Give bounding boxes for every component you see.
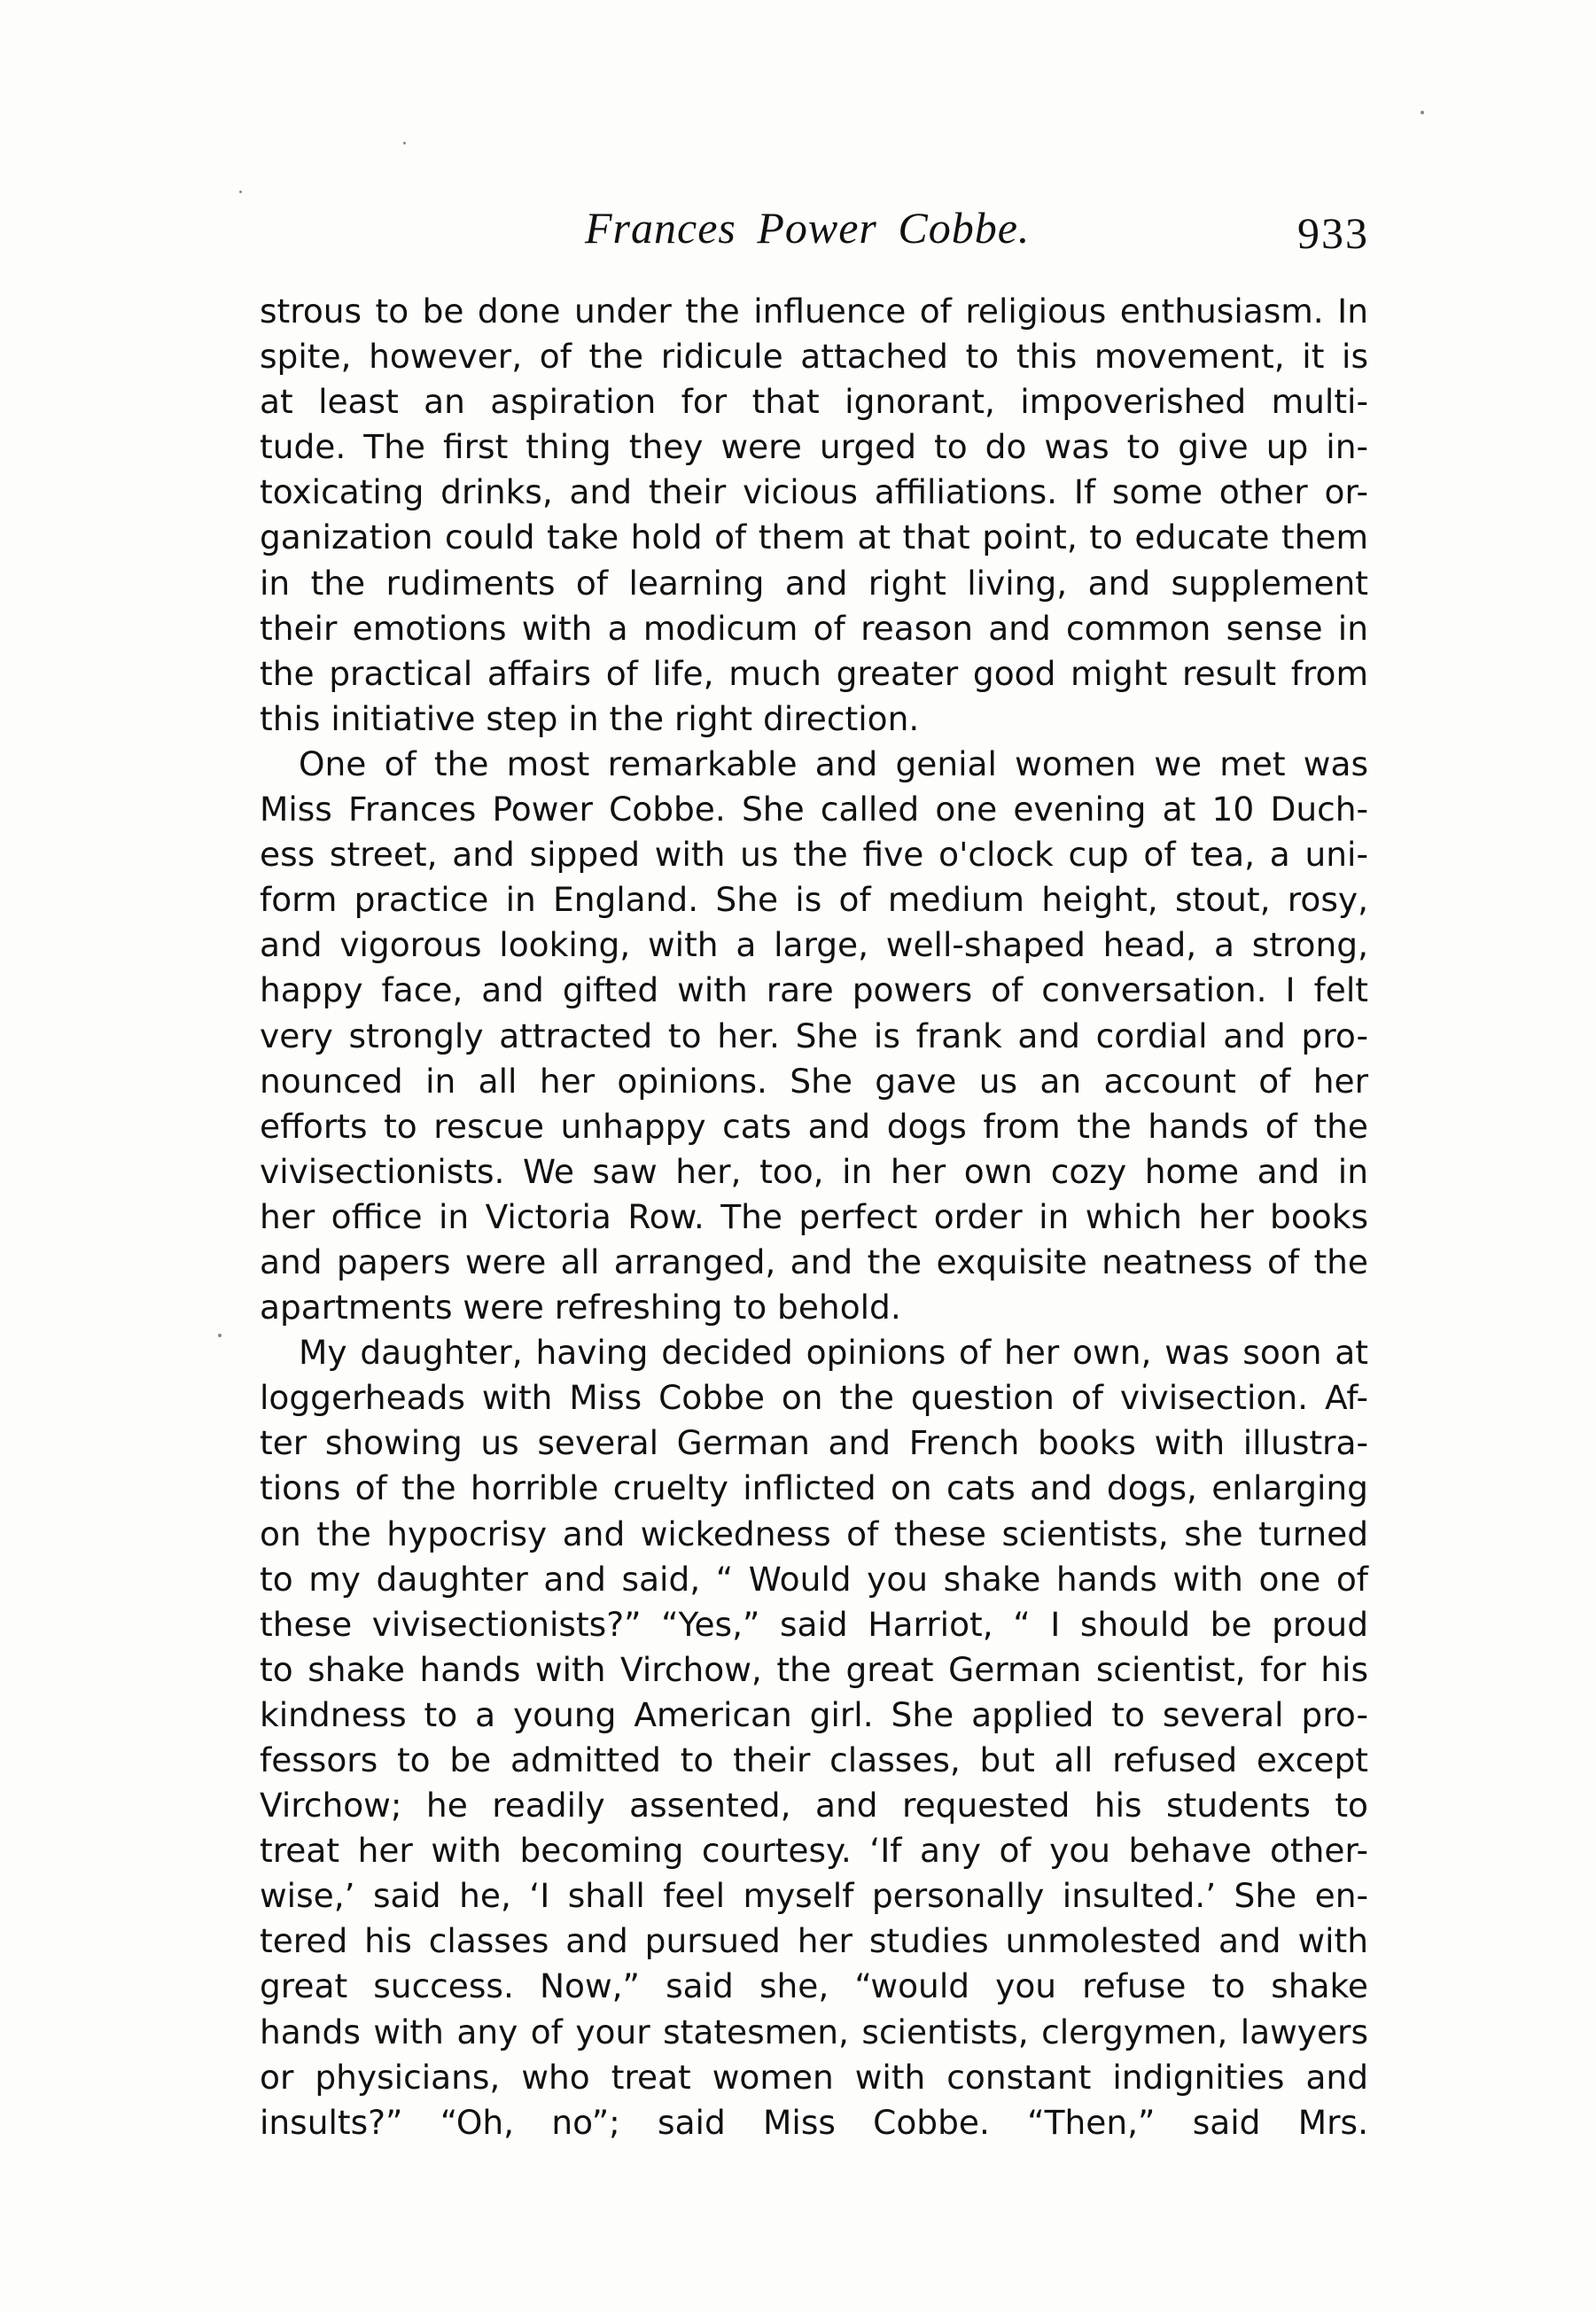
text-line: ter showing us several German and French books with illustra- bbox=[260, 1423, 1368, 1463]
text-line: these vivisectionists?” “Yes,” said Harriot, “ I should be proud bbox=[260, 1604, 1368, 1644]
text-line: her office in Victoria Row. The perfect order in which her books bbox=[260, 1196, 1368, 1236]
text-line: hands with any of your statesmen, scientists, clergymen, lawyers bbox=[260, 2012, 1368, 2051]
text-line: in the rudiments of learning and right living, and supplement bbox=[260, 563, 1368, 603]
page-number: 933 bbox=[1297, 208, 1369, 258]
text-line: tude. The first thing they were urged to do was to give up in- bbox=[260, 427, 1368, 467]
text-line: spite, however, of the ridicule attached to this movement, it is bbox=[260, 337, 1368, 377]
text-line: on the hypocrisy and wickedness of these scientists, she turned bbox=[260, 1514, 1368, 1553]
text-line: this initiative step in the right direction. bbox=[260, 698, 920, 738]
text-line: strous to be done under the influence of religious enthusiasm. In bbox=[260, 292, 1368, 331]
text-line: loggerheads with Miss Cobbe on the question of vivisection. Af- bbox=[260, 1378, 1368, 1418]
text-line: happy face, and gifted with rare powers of conversation. I felt bbox=[260, 970, 1368, 1010]
scan-speck bbox=[218, 1334, 222, 1337]
text-line: insults?” “Oh, no”; said Miss Cobbe. “Then,” said Mrs. bbox=[260, 2102, 1368, 2142]
text-line: tions of the horrible cruelty inflicted on cats and dogs, enlarging bbox=[260, 1468, 1368, 1508]
text-line: Virchow; he readily assented, and requested his students to bbox=[260, 1786, 1368, 1825]
text-line: efforts to rescue unhappy cats and dogs from the hands of the bbox=[260, 1106, 1368, 1146]
body-text bbox=[260, 289, 1368, 2145]
text-line: and vigorous looking, with a large, well-shaped head, a strong, bbox=[260, 925, 1368, 965]
text-line: ganization could take hold of them at that point, to educate them bbox=[260, 518, 1368, 557]
text-line: wise,’ said he, ‘I shall feel myself personally insulted.’ She en- bbox=[260, 1876, 1368, 1916]
text-line: at least an aspiration for that ignorant, impoverished multi- bbox=[260, 382, 1368, 422]
text-line: kindness to a young American girl. She applied to several pro- bbox=[260, 1694, 1368, 1734]
text-line: treat her with becoming courtesy. ‘If any of you behave other- bbox=[260, 1831, 1368, 1871]
text-line: ess street, and sipped with us the five o'clock cup of tea, a uni- bbox=[260, 835, 1368, 875]
text-line: to my daughter and said, “ Would you shake hands with one of bbox=[260, 1559, 1368, 1599]
text-line: very strongly attracted to her. She is frank and cordial and pro- bbox=[260, 1016, 1368, 1055]
text-line: tered his classes and pursued her studies unmolested and with bbox=[260, 1921, 1368, 1961]
running-title: Frances Power Cobbe. bbox=[585, 203, 1031, 253]
text-line: or physicians, who treat women with constant indignities and bbox=[260, 2057, 1368, 2097]
text-line: great success. Now,” said she, “would you refuse to shake bbox=[260, 1966, 1368, 2006]
running-head bbox=[257, 202, 1369, 273]
text-line: and papers were all arranged, and the exquisite neatness of the bbox=[260, 1242, 1368, 1281]
text-line: toxicating drinks, and their vicious affiliations. If some other or- bbox=[260, 472, 1368, 512]
text-line: their emotions with a modicum of reason and common sense in bbox=[260, 608, 1368, 648]
paragraph-start-line: One of the most remarkable and genial women we met was bbox=[299, 743, 1368, 783]
scan-speck bbox=[403, 142, 406, 144]
text-line: the practical affairs of life, much greater good might result from bbox=[260, 653, 1368, 693]
text-line: fessors to be admitted to their classes, but all refused except bbox=[260, 1740, 1368, 1779]
scan-speck bbox=[239, 191, 242, 193]
text-line: to shake hands with Virchow, the great German scientist, for his bbox=[260, 1649, 1368, 1689]
paragraph-start-line: My daughter, having decided opinions of her own, was soon at bbox=[299, 1333, 1368, 1373]
text-line: form practice in England. She is of medium height, stout, rosy, bbox=[260, 880, 1368, 920]
text-line: apartments were refreshing to behold. bbox=[260, 1288, 901, 1327]
text-line: nounced in all her opinions. She gave us an account of her bbox=[260, 1061, 1368, 1101]
text-line: vivisectionists. We saw her, too, in her own cozy home and in bbox=[260, 1151, 1368, 1191]
scan-speck bbox=[1421, 111, 1424, 114]
text-line: Miss Frances Power Cobbe. She called one evening at 10 Duch- bbox=[260, 790, 1368, 829]
